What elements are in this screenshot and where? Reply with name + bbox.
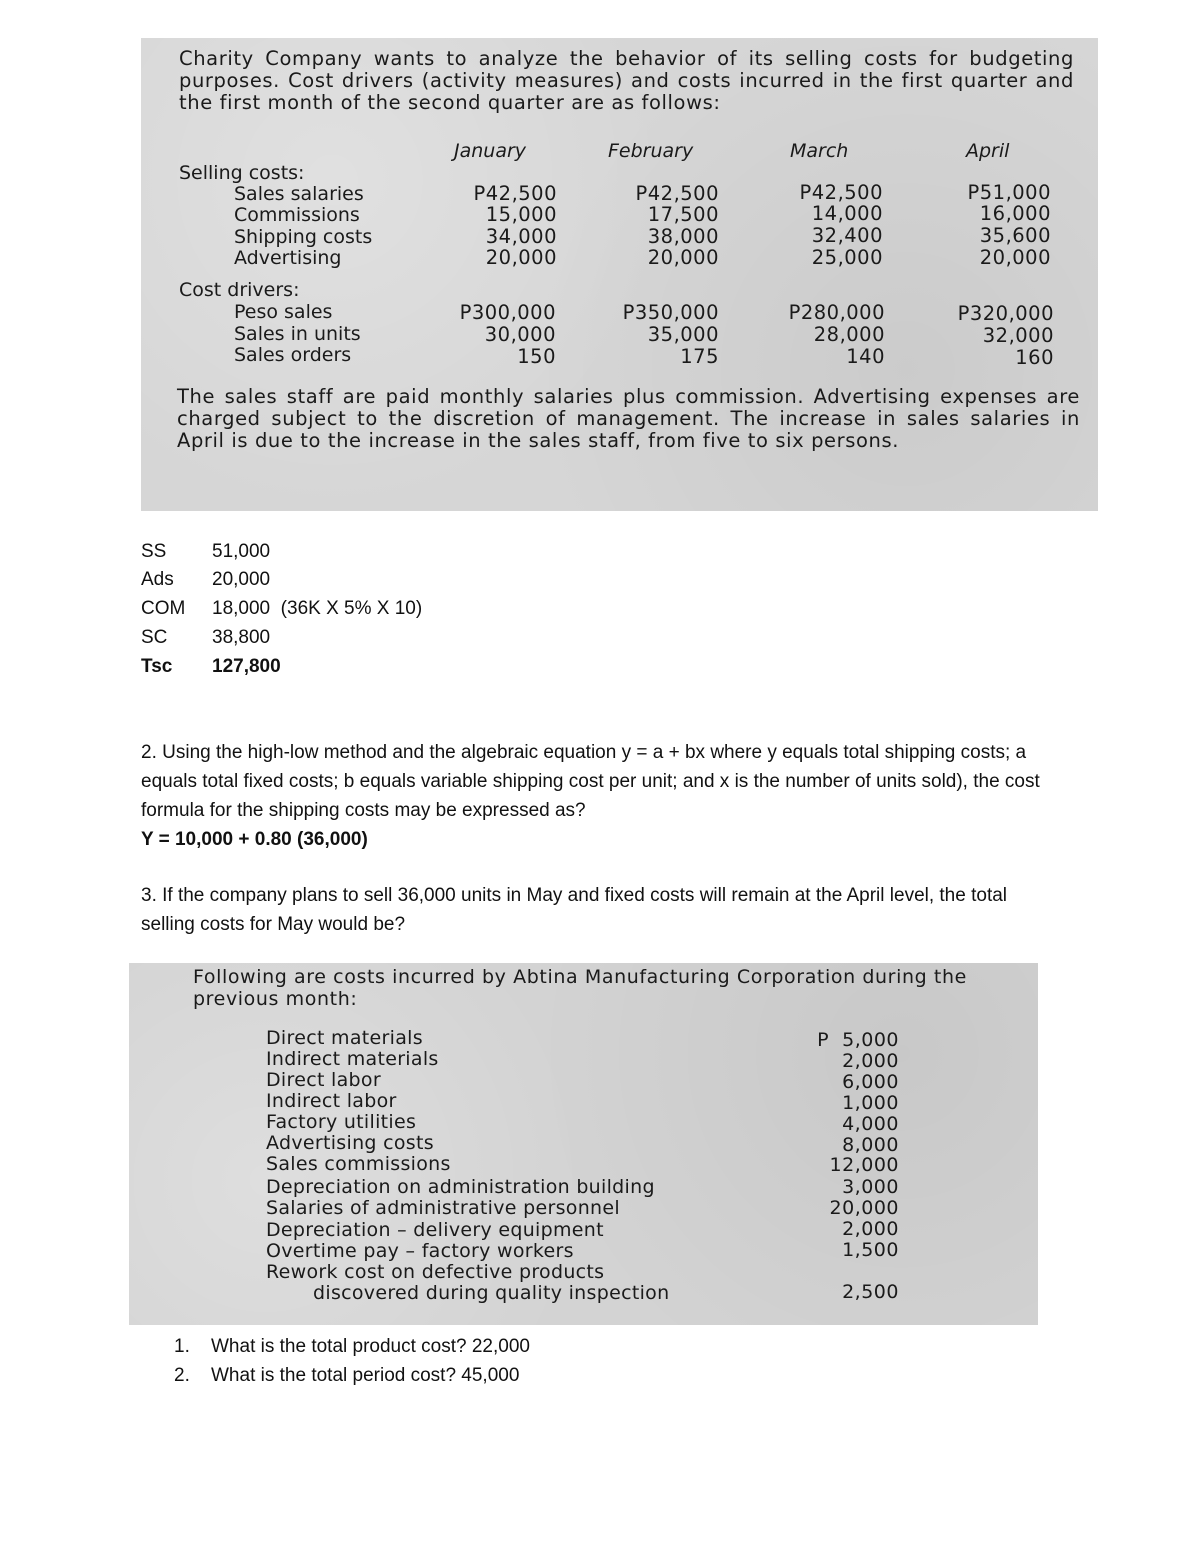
abtina-costs-image [129,963,1038,1325]
cell-value: P42,500 [635,182,719,205]
cell-value: 20,000 [647,246,719,269]
answer-value: 20,000 [212,569,271,590]
cell-value: P280,000 [788,301,885,324]
cell-value: 17,500 [647,203,719,226]
answer-value: 51,000 [212,541,271,562]
cost-item-label: discovered during quality inspection [313,1282,670,1304]
cost-item-amount: 6,000 [842,1071,899,1093]
cost-item-label: Depreciation on administration building [266,1176,655,1198]
list-number: 2. [174,1365,190,1386]
cost-item-label: Direct labor [266,1069,381,1091]
problem-intro: Charity Company wants to analyze the behavior of its selling costs for budgeting purposes. Cost drivers (activity measures) and costs incurred in the first quarter and the first month of the second quarter are as follows: [179,47,1074,114]
cell-value: 30,000 [484,323,556,346]
cost-item-label: Salaries of administrative personnel [266,1197,620,1219]
cost-item-amount: 2,500 [842,1281,899,1303]
question-2: 2. Using the high-low method and the algebraic equation y = a + bx where y equals total shipping costs; a equals total fixed costs; b equals variable shipping cost per unit; and x is the number of units sold), the cost formula for the shipping costs may be expressed as? [141,742,1040,821]
cell-value: 35,000 [647,323,719,346]
answer-label: SS [141,541,167,562]
cell-value: 38,000 [647,225,719,248]
answer-value: 18,000 (36K X 5% X 10) [212,598,423,619]
answer-2: Y = 10,000 + 0.80 (36,000) [141,829,368,850]
cell-value: 34,000 [485,225,557,248]
row-label: Sales in units [234,323,361,345]
answer-label: Tsc [141,656,173,677]
problem-heading: Following are costs incurred by Abtina Manufacturing Corporation during the previous month: [193,966,967,1010]
cell-value: 160 [1015,346,1054,369]
cell-value: P320,000 [957,302,1054,325]
cell-value: 140 [846,345,885,368]
answer-label: COM [141,598,186,619]
cell-value: P42,500 [799,181,883,204]
cell-value: 20,000 [979,246,1051,269]
cost-item-label: Factory utilities [266,1111,417,1133]
cost-item-label: Direct materials [266,1027,423,1049]
cost-item-amount: 1,500 [842,1239,899,1261]
row-label: Sales salaries [234,183,364,205]
question-3: 3. If the company plans to sell 36,000 units in May and fixed costs will remain at the April level, the total selling costs for May would be? [141,885,1008,935]
cell-value: P42,500 [473,182,557,205]
cost-item-amount: 2,000 [842,1050,899,1072]
section-label: Cost drivers: [179,279,300,301]
cell-value: 150 [517,345,556,368]
answer-label: Ads [141,569,174,590]
list-number: 1. [174,1336,190,1357]
row-label: Shipping costs [234,226,373,248]
list-item: What is the total period cost? 45,000 [211,1365,520,1386]
cell-value: P51,000 [967,181,1051,204]
answer-total: 127,800 [212,656,281,677]
selling-costs-problem-image [141,38,1098,511]
cost-item-amount: 4,000 [842,1113,899,1135]
cost-item-label: Advertising costs [266,1132,434,1154]
row-label: Peso sales [234,301,333,323]
cost-item-amount: 1,000 [842,1092,899,1114]
cost-item-amount: 3,000 [842,1176,899,1198]
cost-item-amount: P 5,000 [817,1029,899,1051]
list-item: What is the total product cost? 22,000 [211,1336,530,1357]
row-label: Sales orders [234,344,352,366]
cost-item-label: Rework cost on defective products [266,1261,605,1283]
month-header: April [966,140,1010,162]
answer-value: 38,800 [212,627,271,648]
cell-value: 32,000 [982,324,1054,347]
cost-item-amount: 2,000 [842,1218,899,1240]
cost-item-amount: 12,000 [829,1154,899,1176]
section-label: Selling costs: [179,162,305,184]
cost-item-label: Indirect materials [266,1048,439,1070]
cell-value: 32,400 [811,224,883,247]
cell-value: 20,000 [485,246,557,269]
cell-value: 25,000 [811,246,883,269]
row-label: Commissions [234,204,360,226]
cell-value: 15,000 [485,203,557,226]
cost-item-label: Indirect labor [266,1090,397,1112]
cell-value: 14,000 [811,202,883,225]
cost-item-label: Sales commissions [266,1153,451,1175]
cost-item-label: Overtime pay – factory workers [266,1240,574,1262]
cell-value: P300,000 [459,301,556,324]
cost-item-label: Depreciation – delivery equipment [266,1219,604,1241]
month-header: January [454,140,527,162]
problem-outro: The sales staff are paid monthly salaries plus commission. Advertising expenses are charged subject to the discretion of management. The increase in sales salaries in April is due to the increase in the sales staff, from five to six persons. [177,385,1080,452]
row-label: Advertising [234,247,342,269]
cell-value: P350,000 [622,301,719,324]
cell-value: 35,600 [979,224,1051,247]
cost-item-amount: 20,000 [829,1197,899,1219]
cell-value: 16,000 [979,202,1051,225]
cell-value: 28,000 [813,323,885,346]
answer-label: SC [141,627,168,648]
cell-value: 175 [680,345,719,368]
month-header: February [608,140,694,162]
month-header: March [790,140,849,162]
cost-item-amount: 8,000 [842,1134,899,1156]
